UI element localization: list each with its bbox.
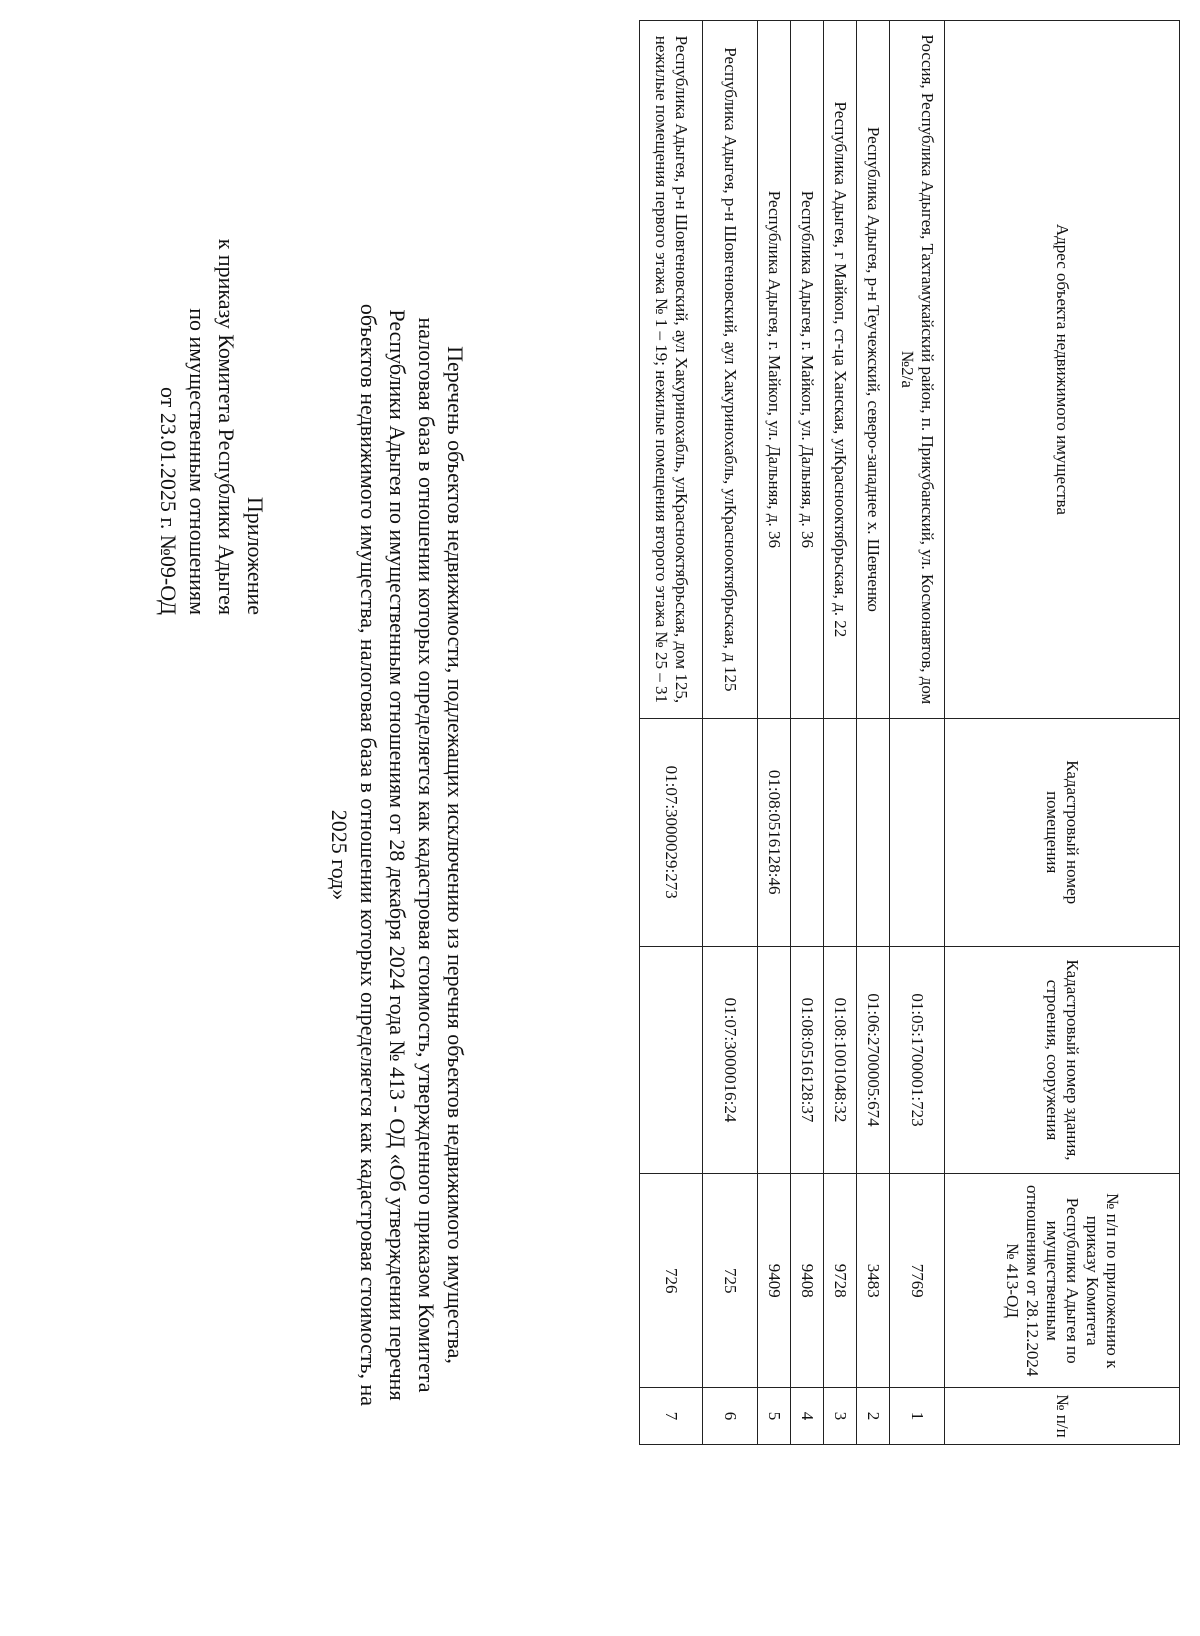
table-row: [890, 21, 945, 1445]
col-building-cell: 01:08:1001048:32: [824, 946, 857, 1174]
col-room-cell: [824, 718, 857, 946]
col-address-cell: Республика Адыгея, г. Майкоп, ул. Дальняя, д. 36: [758, 21, 791, 719]
col-number-header: № п/п: [945, 1388, 1180, 1445]
table-row: [791, 21, 824, 1445]
col-building-cell: 01:08:0516128:37: [791, 946, 824, 1174]
col-room-cell: [857, 718, 890, 946]
col-address-cell: Республика Адыгея, г. Майкоп, ул. Дальняя, д. 36: [791, 21, 824, 719]
col-address-cell: Республика Адыгея, г Майкоп, ст-ца Ханская, улКраснооктябрьская, д. 22: [824, 21, 857, 719]
col-ref-cell: 9408: [791, 1174, 824, 1388]
col-room-cell: 01:07:3000029:273: [640, 718, 703, 946]
table-row: [824, 21, 857, 1445]
appendix-block: [154, 95, 270, 615]
appendix-line-committee: по имущественным отношениям: [185, 308, 210, 615]
table-row: [758, 21, 791, 1445]
col-building-cell: 01:06:2700005:674: [857, 946, 890, 1174]
col-building-cell: 01:07:3000016:24: [703, 946, 758, 1174]
col-ref-cell: 3483: [857, 1174, 890, 1388]
col-building-cell: [640, 946, 703, 1174]
table-row: [857, 21, 890, 1445]
appendix-line-order: к приказу Комитета Республики Адыгея: [214, 238, 239, 615]
table-row: [640, 21, 703, 1445]
col-address-cell: Россия, Республика Адыгея, Тахтамукайский район, п. Прикубанский, ул. Космонавтов, дом №2/а: [890, 21, 945, 719]
col-ref-header: № п/п по приложению к приказу Комитета Республики Адыгея по имущественным отношениям от 28.12.2024 № 413-ОД: [945, 1174, 1180, 1388]
objects-table: [639, 20, 1180, 1445]
col-ref-cell: 7769: [890, 1174, 945, 1388]
col-address-cell: Республика Адыгея, р-н Теучежский, северо-западнее х. Шевченко: [857, 21, 890, 719]
col-building-cell: [758, 946, 791, 1174]
col-number-cell: 6: [703, 1388, 758, 1445]
col-ref-cell: 9728: [824, 1174, 857, 1388]
col-room-cell: [703, 718, 758, 946]
col-number-cell: 1: [890, 1388, 945, 1445]
heading-text: Перечень объектов недвижимости, подлежащих исключению из перечня объектов недвижимого имущества, налоговая база в отношении которых определяется как кадастровая стоимость, утвержденного приказом Комитета Республики Адыгея по имущественным отношениям от 28 декабря 2024 года № 413 - ОД «Об утверждении перечня объектов недвижимого имущества, налоговая база в отношении которых определяется как кадастровая стоимость, на 2025 год»: [327, 303, 468, 1407]
col-ref-cell: 726: [640, 1174, 703, 1388]
objects-table-wrap: [480, 20, 1180, 1445]
col-room-cell: [791, 718, 824, 946]
col-number-cell: 7: [640, 1388, 703, 1445]
col-room-header: Кадастровый номер помещения: [945, 718, 1180, 946]
col-ref-cell: 725: [703, 1174, 758, 1388]
col-room-cell: 01:08:0516128:46: [758, 718, 791, 946]
appendix-line-date: от 23.01.2025 г. №09-ОД: [156, 387, 181, 615]
col-address-cell: Республика Адыгея, р-н Шовгеновский, аул Хакуринохабль, улКраснооктябрьская, дом 125, нежилые помещения первого этажа № 1 – 19; нежилые помещения второго этажа № 25 – 31: [640, 21, 703, 719]
document-heading: [325, 300, 470, 1410]
col-building-cell: 01:05:1700001:723: [890, 946, 945, 1174]
col-number-cell: 5: [758, 1388, 791, 1445]
col-address-header: Адрес объекта недвижимого имущества: [945, 21, 1180, 719]
col-room-cell: [890, 718, 945, 946]
col-number-cell: 3: [824, 1388, 857, 1445]
col-ref-cell: 9409: [758, 1174, 791, 1388]
appendix-title: Приложение: [243, 496, 268, 615]
col-number-cell: 2: [857, 1388, 890, 1445]
table-row: [703, 21, 758, 1445]
col-building-header: Кадастровый номер здания, строения, сооружения: [945, 946, 1180, 1174]
col-number-cell: 4: [791, 1388, 824, 1445]
table-header-row: [945, 21, 1180, 1445]
col-address-cell: Республика Адыгея, р-н Шовгеновский, аул Хакуринохабль, улКраснооктябрьская, д 125: [703, 21, 758, 719]
